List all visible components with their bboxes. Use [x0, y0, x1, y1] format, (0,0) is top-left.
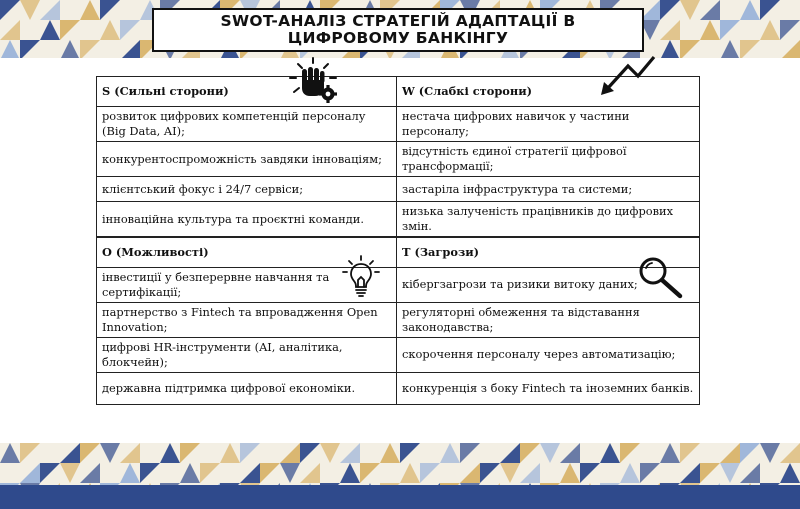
- magnifier-icon: [636, 256, 684, 300]
- weaknesses-header: W (Слабкі сторони): [397, 77, 700, 107]
- threats-header: T (Загрози): [397, 237, 700, 267]
- table-row: [97, 267, 700, 302]
- table-row: [97, 237, 700, 267]
- swot-table: [96, 76, 700, 405]
- title-box: [152, 8, 644, 52]
- threat-item: кібергзагрози та ризики витоку даних;: [397, 267, 700, 302]
- threat-item: скорочення персоналу через автоматизацію;: [397, 337, 700, 372]
- table-row: [97, 142, 700, 177]
- strength-item: клієнтський фокус і 24/7 сервіси;: [97, 177, 397, 202]
- weakness-item: відсутність єдиної стратегії цифрової трансформації;: [397, 142, 700, 177]
- weakness-item: нестача цифрових навичок у частини персоналу;: [397, 107, 700, 142]
- bottom-pattern-band: [0, 443, 800, 485]
- weakness-item: низька залученість працівників до цифрових змін.: [397, 202, 700, 238]
- strength-item: розвиток цифрових компетенцій персоналу (Big Data, AI);: [97, 107, 397, 142]
- table-row: [97, 202, 700, 238]
- footer-bar: [0, 485, 800, 509]
- opportunity-item: цифрові HR-інструменти (AI, аналітика, блокчейн);: [97, 337, 397, 372]
- opportunity-item: державна підтримка цифрової економіки.: [97, 372, 397, 404]
- table-row: [97, 302, 700, 337]
- table-row: [97, 372, 700, 404]
- declining-arrow-icon: [598, 52, 658, 98]
- opportunity-item: інвестиції у безперервне навчання та сертифікації;: [97, 267, 397, 302]
- strengths-header: S (Сильні сторони): [97, 77, 397, 107]
- lightbulb-icon: [340, 255, 382, 299]
- fist-gear-icon: [286, 56, 342, 106]
- table-row: [97, 107, 700, 142]
- threat-item: регуляторні обмеження та відставання законодавства;: [397, 302, 700, 337]
- page-title: SWOT-АНАЛІЗ СТРАТЕГІЙ АДАПТАЦІЇ В ЦИФРОВОМУ БАНКІНГУ: [220, 12, 576, 47]
- threat-item: конкуренція з боку Fintech та іноземних банків.: [397, 372, 700, 404]
- strength-item: конкурентоспроможність завдяки інноваціям;: [97, 142, 397, 177]
- opportunity-item: партнерство з Fintech та впровадження Open Innovation;: [97, 302, 397, 337]
- opportunities-header: O (Можливості): [97, 237, 397, 267]
- strength-item: інноваційна культура та проєктні команди.: [97, 202, 397, 238]
- table-row: [97, 177, 700, 202]
- table-row: [97, 337, 700, 372]
- weakness-item: застаріла інфраструктура та системи;: [397, 177, 700, 202]
